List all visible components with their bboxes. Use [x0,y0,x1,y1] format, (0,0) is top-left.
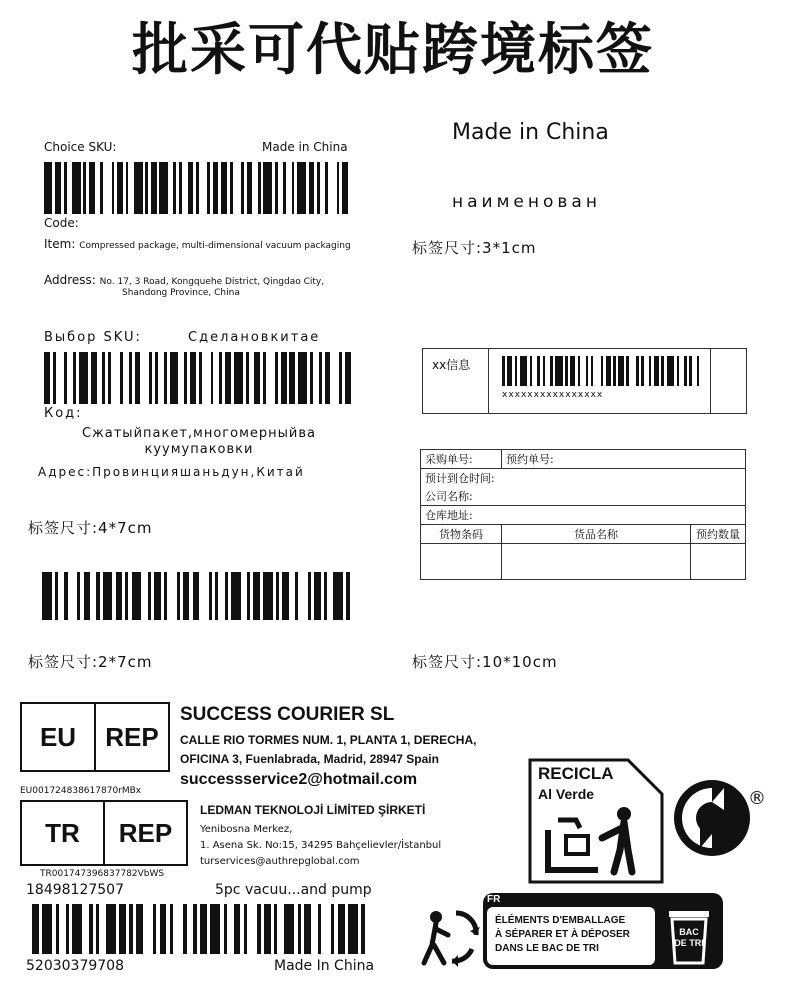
barcode-gap [199,162,207,214]
barcode-bar [520,356,528,386]
divider [710,348,711,414]
barcode-number-top: 18498127507 [26,882,124,898]
barcode-number-bottom: 52030379708 [26,958,124,974]
address-line2: Shandong Province, China [122,288,240,298]
eu-code: EU001724838617870rMBx [20,786,142,796]
table-cell [421,544,502,580]
barcode-bar [264,904,271,954]
barcode-bar [234,352,243,404]
barcode-bar [210,904,220,954]
barcode-bar [231,572,241,620]
tr-addr-line1: Yenibosna Merkez, [200,824,293,835]
warehouse-cell: 仓库地址: [421,506,746,525]
barcode-bar [304,904,311,954]
barcode-bar [170,352,179,404]
barcode-gap [99,904,106,954]
barcode-gap [103,162,111,214]
eu-email: successservice2@hotmail.com [180,771,418,788]
page-title: 批采可代贴跨境标签 [132,18,654,83]
barcode-gap [227,904,234,954]
triman-info-box [483,893,723,969]
barcode-bar [284,904,294,954]
recicla-title: RECICLA [538,764,614,783]
barcode-bar [348,904,358,954]
barcode-gap [350,572,356,620]
item-text: Compressed package, multi-dimensional vacuum packaging [79,241,351,251]
barcode-bar [132,572,142,620]
registered-mark: ® [748,788,766,809]
barcode-gap [311,904,318,954]
barcode-bar [42,904,52,954]
barcode-bar [298,352,307,404]
col-barcode: 货物条码 [421,525,502,544]
barcode-bar [263,572,273,620]
barcode-gap [298,572,308,620]
bin-text: BAC DE TRI [674,927,704,948]
barcode-bar [297,162,305,214]
made-in-ru: Сделановкитае [188,330,321,345]
tr-company: LEDMAN TEKNOLOJİ LİMİTED ŞİRKETİ [200,803,426,817]
product-desc: 5pc vacuu...and pump [215,882,372,898]
arrival-time-cell: 预计到仓时间: [421,469,746,488]
barcode-gap [351,352,354,404]
rep-text: REP [103,802,186,864]
made-in-china-3x1: Made in China [452,120,609,145]
barcode-bar [72,162,80,214]
barcode-bar [333,572,343,620]
xx-info-text: xx信息 [432,358,471,372]
eu-rep-box [20,702,170,772]
triman-line3: DANS LE BAC DE TRI [495,943,599,954]
tr-email: turservices@authrepglobal.com [200,856,360,867]
size-10x10: 标签尺寸:10*10cm [412,653,558,671]
item-label: Item: [44,237,76,251]
col-qty: 预约数量 [691,525,746,544]
triman-line2: À SÉPARER ET À DÉPOSER [495,929,630,940]
table-cell [691,544,746,580]
barcode-gap [187,904,194,954]
barcode-bar [79,352,88,404]
triman-icon [414,905,484,969]
xx-code: xxxxxxxxxxxxxxxx [502,390,604,400]
address-ru: Адрес:Провинцияшаньдун,Китай [38,465,305,479]
barcode-bar [667,356,675,386]
barcode-bar [106,904,116,954]
barcode-bar [160,904,167,954]
barcode-bar [555,356,563,386]
size-4x7: 标签尺寸:4*7cm [28,519,153,537]
eu-text: EU [39,721,77,752]
table-cell [502,544,691,580]
barcode-gap [365,904,372,954]
barcode-gap [266,352,275,404]
rep-text: REP [94,704,168,770]
code-label: Code: [44,216,79,230]
barcode-gap [247,904,257,954]
size-2x7: 标签尺寸:2*7cm [28,653,153,671]
barcode-bar [263,162,271,214]
choice-sku-label: Choice SKU: [44,140,117,154]
barcode-gap [321,904,331,954]
name-ru-3x1: наименован [452,192,601,212]
choice-sku-ru: Выбор SKU: [44,330,142,345]
barcode-bar [42,572,52,620]
barcode-bar [200,904,207,954]
eu-company: SUCCESS COURIER SL [180,704,395,725]
item-row [44,237,351,251]
barcode-gap [68,572,78,620]
size-3x1: 标签尺寸:3*1cm [412,239,537,257]
barcode [44,162,354,214]
barcode-bar [44,162,52,214]
item-ru-line1: Сжатыйпакет,многомерныйва [81,426,316,441]
barcode-gap [167,572,177,620]
code-ru: Код: [44,406,83,421]
barcode-gap [173,904,183,954]
barcode-bar [159,162,167,214]
barcode-gap [140,352,149,404]
item-ru-line2: куумупаковки [144,442,254,457]
barcode-gap [199,572,209,620]
barcode-bar [119,904,126,954]
address-row [44,273,324,287]
barcode-gap [330,352,339,404]
barcode [42,572,356,620]
eu-addr-line2: OFICINA 3, Fuenlabrada, Madrid, 28947 Spain [180,752,439,766]
barcode-gap [143,904,153,954]
triman-fr: FR [487,894,501,905]
made-in-label: Made in China [262,140,348,154]
address-line1: No. 17, 3 Road, Kongquehe District, Qingdao City, [99,277,325,287]
recicla-logo [528,758,664,884]
col-name: 货品名称 [502,525,691,544]
barcode-gap [629,356,637,386]
barcode-bar [234,904,241,954]
reserve-no-cell: 预约单号: [502,450,746,469]
address-label: Address: [44,273,96,287]
barcode-bar [134,162,142,214]
barcode-gap [348,162,354,214]
purchase-no-cell: 采购单号: [421,450,502,469]
barcode-bar [103,572,113,620]
barcode-gap [593,356,601,386]
barcode-bar [338,904,345,954]
tr-code: TR001747396837782VbWS [40,869,165,879]
barcode [44,352,354,404]
purchase-order-table [420,449,746,580]
barcode [32,904,372,954]
company-cell: 公司名称: [421,487,746,506]
barcode [502,356,702,386]
barcode-bar [32,904,39,954]
made-in-china-product: Made In China [274,958,375,974]
barcode-gap [328,162,336,214]
tr-text: TR [45,817,80,848]
barcode-gap [82,904,89,954]
barcode-gap [699,356,702,386]
barcode-gap [277,904,284,954]
divider [488,348,489,414]
recicla-subtitle: Al Verde [538,786,595,802]
barcode-gap [59,904,66,954]
barcode-gap [233,162,241,214]
green-dot-icon [672,778,752,858]
tr-addr-line2: 1. Asena Sk. No:15, 34295 Bahçelievler/İstanbul [200,840,442,851]
tr-rep-box [20,800,188,866]
barcode-bar [72,904,82,954]
barcode-bar [136,904,143,954]
triman-line1: ÉLÉMENTS D'EMBALLAGE [495,915,626,926]
barcode-gap [111,352,120,404]
barcode-gap [56,352,65,404]
barcode-gap [202,352,211,404]
eu-addr-line1: CALLE RIO TORMES NUM. 1, PLANTA 1, DERECHA, [180,733,477,747]
